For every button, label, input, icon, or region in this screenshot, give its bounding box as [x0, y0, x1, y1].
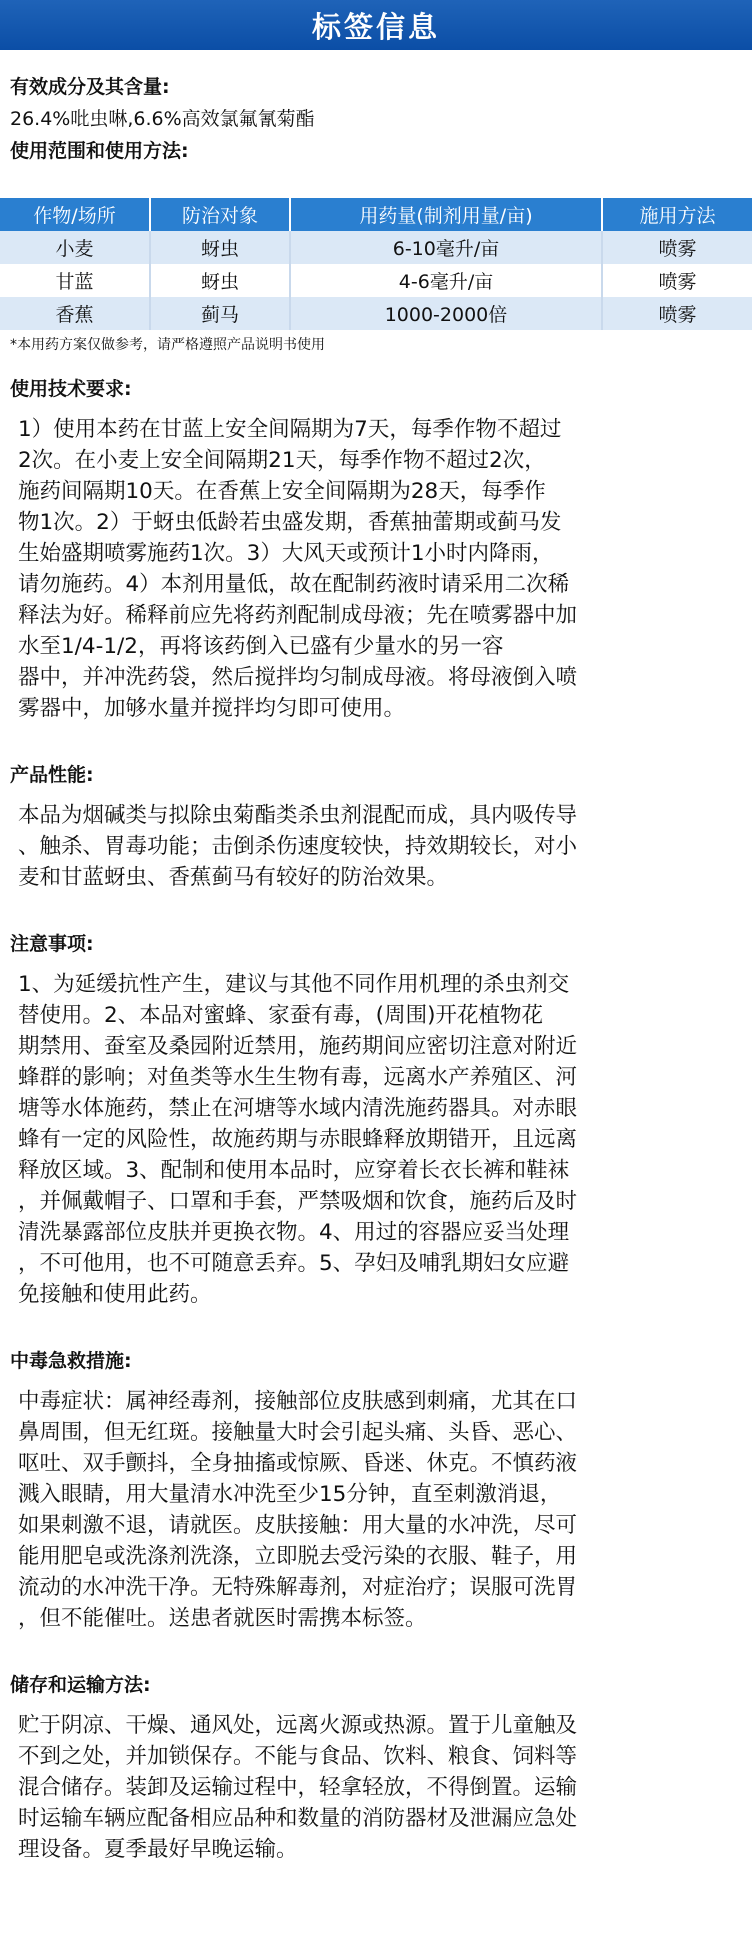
usage-col-target: 防治对象 [150, 198, 290, 231]
table-row [0, 297, 752, 330]
precautions-line: 释放区域。3、配制和使用本品时，应穿着长衣长裤和鞋袜 [18, 1158, 570, 1183]
storage-line: 贮于阴凉、干燥、通风处，远离火源或热源。置于儿童触及 [18, 1713, 578, 1738]
first-aid-body [10, 1386, 742, 1634]
precautions-line: 期禁用、蚕室及桑园附近禁用，施药期间应密切注意对附近 [18, 1034, 578, 1059]
storage-body [10, 1710, 742, 1865]
page-title [0, 0, 752, 50]
technical-line: 1）使用本药在甘蓝上安全间隔期为7天，每季作物不超过 [18, 417, 562, 442]
storage-line: 不到之处，并加锁保存。不能与食品、饮料、粮食、饲料等 [18, 1744, 578, 1769]
first-aid-line: 能用肥皂或洗涤剂洗涤，立即脱去受污染的衣服、鞋子，用 [18, 1544, 578, 1569]
table-cell: 蚜虫 [150, 264, 290, 297]
first-aid-line: 如果刺激不退，请就医。皮肤接触：用大量的水冲洗，尽可 [18, 1513, 578, 1538]
performance-heading: 产品性能: [10, 764, 94, 786]
precautions-line: 免接触和使用此药。 [18, 1282, 212, 1307]
first-aid-section [0, 1348, 752, 1634]
performance-line: 麦和甘蓝蚜虫、香蕉蓟马有较好的防治效果。 [18, 865, 449, 890]
table-cell: 6-10毫升/亩 [290, 231, 602, 264]
performance-line: 、触杀、胃毒功能；击倒杀伤速度较快，持效期较长，对小 [18, 834, 578, 859]
precautions-line: 清洗暴露部位皮肤并更换衣物。4、用过的容器应妥当处理 [18, 1220, 570, 1245]
usage-col-method: 施用方法 [602, 198, 752, 231]
storage-heading: 储存和运输方法: [10, 1674, 151, 1696]
table-cell: 小麦 [0, 231, 150, 264]
storage-section [0, 1672, 752, 1865]
technical-heading: 使用技术要求: [10, 378, 132, 400]
ingredients-value: 26.4%吡虫啉,6.6%高效氯氟氰菊酯 [10, 108, 315, 130]
technical-line: 水至1/4-1/2，再将该药倒入已盛有少量水的另一容 [18, 634, 504, 659]
ingredients-heading: 有效成分及其含量: [10, 76, 170, 98]
technical-section [0, 376, 752, 724]
storage-line: 时运输车辆应配备相应品种和数量的消防器材及泄漏应急处 [18, 1806, 578, 1831]
usage-table [0, 198, 752, 330]
ingredients-section [0, 50, 752, 164]
usage-table-section [0, 198, 752, 356]
first-aid-line: 鼻周围，但无红斑。接触量大时会引起头痛、头昏、恶心、 [18, 1420, 578, 1445]
table-cell: 喷雾 [602, 297, 752, 330]
technical-line: 生始盛期喷雾施药1次。3）大风天或预计1小时内降雨， [18, 541, 554, 566]
table-cell: 1000-2000倍 [290, 297, 602, 330]
precautions-line: 1、为延缓抗性产生，建议与其他不同作用机理的杀虫剂交 [18, 972, 570, 997]
table-row [0, 264, 752, 297]
precautions-line: ，不可他用，也不可随意丢弃。5、孕妇及哺乳期妇女应避 [18, 1251, 570, 1276]
performance-line: 本品为烟碱类与拟除虫菊酯类杀虫剂混配而成，具内吸传导 [18, 803, 578, 828]
page-title-text: 标签信息 [311, 9, 440, 44]
precautions-heading: 注意事项: [10, 933, 94, 955]
table-cell: 甘蓝 [0, 264, 150, 297]
technical-line: 雾器中，加够水量并搅拌均匀即可使用。 [18, 696, 406, 721]
table-cell: 4-6毫升/亩 [290, 264, 602, 297]
storage-line: 理设备。夏季最好早晚运输。 [18, 1837, 298, 1862]
precautions-line: 蜂群的影响；对鱼类等水生生物有毒，远离水产养殖区、河 [18, 1065, 578, 1090]
usage-note: *本用药方案仅做参考，请严格遵照产品说明书使用 [10, 337, 325, 353]
table-cell: 喷雾 [602, 231, 752, 264]
table-cell: 蓟马 [150, 297, 290, 330]
table-cell: 蚜虫 [150, 231, 290, 264]
precautions-line: 蜂有一定的风险性，故施药期与赤眼蜂释放期错开，且远离 [18, 1127, 578, 1152]
table-cell: 喷雾 [602, 264, 752, 297]
first-aid-line: ，但不能催吐。送患者就医时需携本标签。 [18, 1606, 427, 1631]
technical-line: 物1次。2）于蚜虫低龄若虫盛发期，香蕉抽蕾期或蓟马发 [18, 510, 562, 535]
technical-line: 2次。在小麦上安全间隔期21天，每季作物不超过2次， [18, 448, 546, 473]
first-aid-line: 呕吐、双手颤抖，全身抽搐或惊厥、昏迷、休克。不慎药液 [18, 1451, 578, 1476]
technical-line: 请勿施药。4）本剂用量低，故在配制药液时请采用二次稀 [18, 572, 570, 597]
first-aid-line: 流动的水冲洗干净。无特殊解毒剂，对症治疗；误服可洗胃 [18, 1575, 578, 1600]
first-aid-line: 溅入眼睛，用大量清水冲洗至少15分钟，直至刺激消退， [18, 1482, 562, 1507]
usage-table-header-row [0, 198, 752, 231]
precautions-body [10, 969, 742, 1310]
usage-col-crop: 作物/场所 [0, 198, 150, 231]
performance-body [10, 800, 742, 893]
table-row [0, 231, 752, 264]
technical-body [10, 414, 742, 724]
usage-heading: 使用范围和使用方法: [10, 140, 189, 162]
usage-col-dosage: 用药量(制剂用量/亩) [290, 198, 602, 231]
precautions-section [0, 931, 752, 1310]
technical-line: 施药间隔期10天。在香蕉上安全间隔期为28天，每季作 [18, 479, 546, 504]
technical-line: 释法为好。稀释前应先将药剂配制成母液；先在喷雾器中加 [18, 603, 578, 628]
precautions-line: ，并佩戴帽子、口罩和手套，严禁吸烟和饮食，施药后及时 [18, 1189, 578, 1214]
first-aid-heading: 中毒急救措施: [10, 1350, 132, 1372]
storage-line: 混合储存。装卸及运输过程中，轻拿轻放，不得倒置。运输 [18, 1775, 578, 1800]
technical-line: 器中，并冲洗药袋，然后搅拌均匀制成母液。将母液倒入喷 [18, 665, 578, 690]
table-cell: 香蕉 [0, 297, 150, 330]
precautions-line: 塘等水体施药，禁止在河塘等水域内清洗施药器具。对赤眼 [18, 1096, 578, 1121]
first-aid-line: 中毒症状：属神经毒剂，接触部位皮肤感到刺痛，尤其在口 [18, 1389, 578, 1414]
precautions-line: 替使用。2、本品对蜜蜂、家蚕有毒，(周围)开花植物花 [18, 1003, 543, 1028]
performance-section [0, 762, 752, 893]
